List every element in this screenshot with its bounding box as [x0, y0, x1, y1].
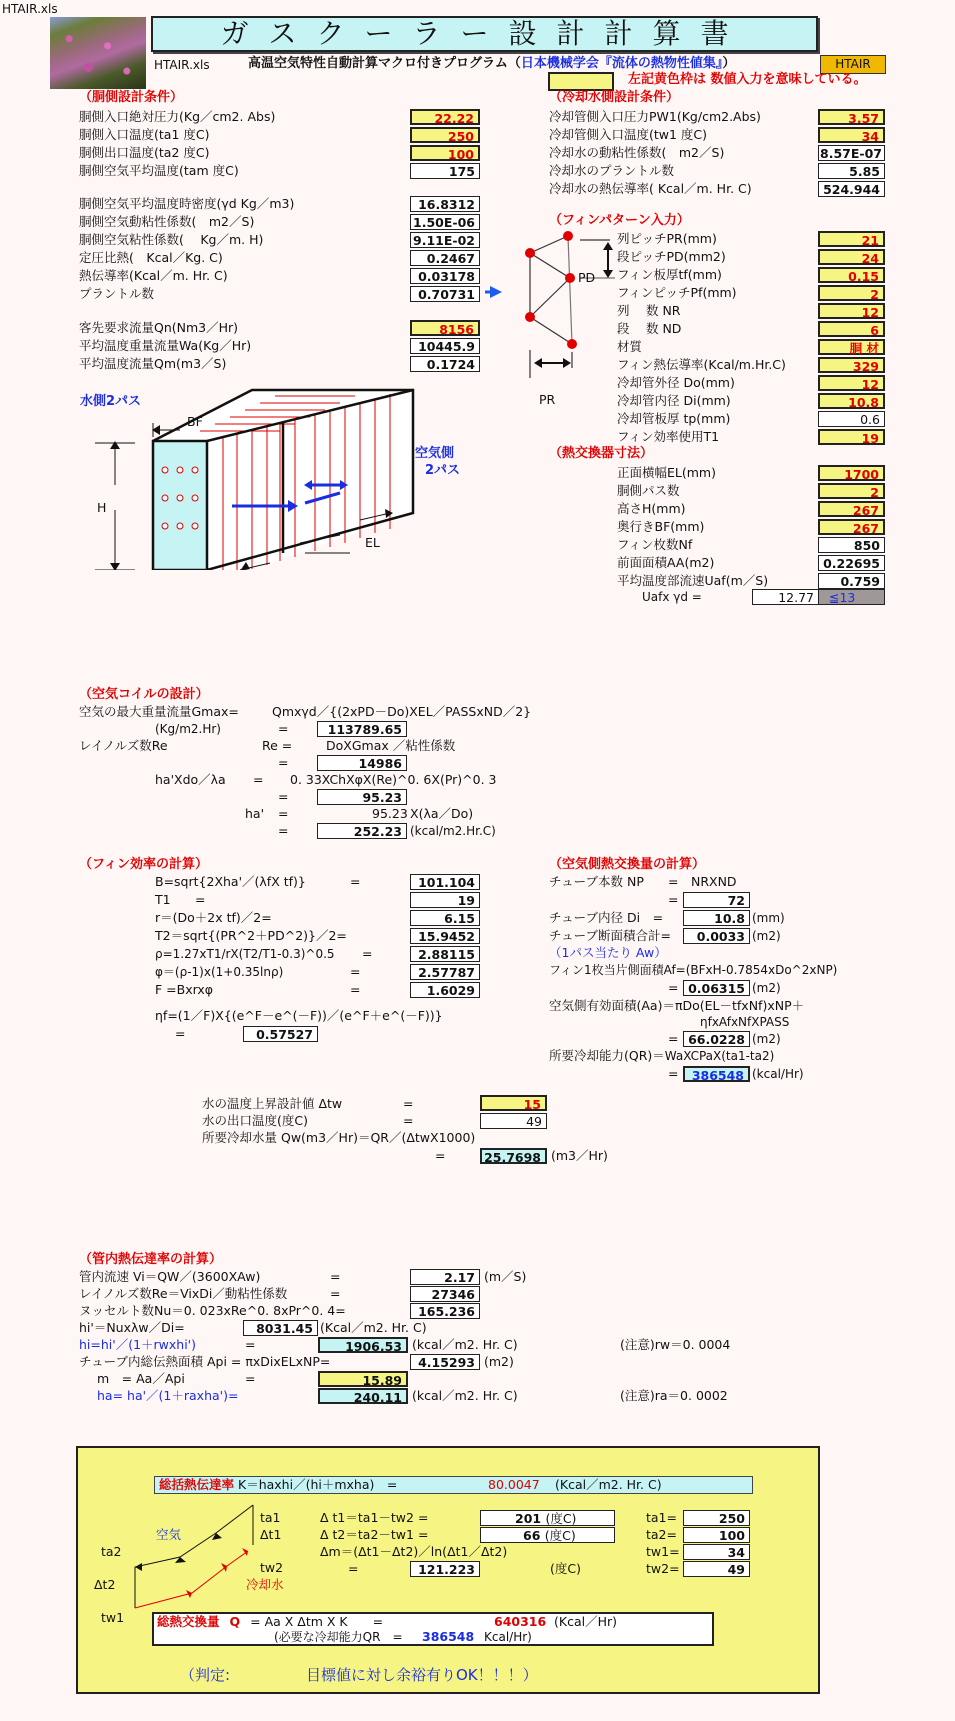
qr-value: 386548 — [683, 1066, 750, 1082]
per-pass-note: （1パス当たり Aw） — [549, 945, 667, 960]
np-value: 72 — [683, 892, 750, 908]
size-label-0: 正面横幅EL(mm) — [617, 465, 716, 480]
qr-eq: = — [668, 1066, 679, 1081]
water-label-3: 冷却水のプラントル数 — [549, 163, 675, 178]
fe-b-value: 101.104 — [410, 874, 480, 890]
vi-label: 管内流速 Vi＝QW／(3600XAw) — [79, 1269, 261, 1284]
shell-mean-temp-value: 175 — [410, 163, 480, 179]
rows-count-input[interactable]: 12 — [818, 303, 885, 319]
temp-value-tw1: 34 — [683, 1544, 750, 1560]
stages-count-input[interactable]: 6 — [818, 321, 885, 337]
af-label: フィン1枚当片側面積Af=(BFxH-0.7854xDo^2xNP) — [549, 963, 838, 977]
water-label-0: 冷却管側入口圧力PW1(Kg/cm2.Abs) — [549, 109, 761, 124]
size-label-4: フィン枚数Nf — [617, 537, 693, 552]
fin-conductivity-input[interactable]: 329 — [818, 357, 885, 373]
ha-unit: (kcal/m2.Hr.C) — [410, 824, 496, 838]
api-label: チューブ内総伝熱面積 Api = πxDixELxNP= — [79, 1354, 331, 1369]
api-value: 4.15293 — [410, 1354, 480, 1370]
nu-eq: = — [253, 772, 264, 787]
tube-ha-value: 240.11 — [318, 1388, 408, 1404]
shell-conditions-heading: （胴側設計条件） — [79, 90, 184, 105]
water-inlet-temp-input[interactable]: 34 — [818, 127, 885, 143]
fin-pitch-input[interactable]: 2 — [818, 285, 885, 301]
input-legend-swatch — [548, 72, 614, 91]
fe-label-2: r＝(Do＋2x tf)／2= — [155, 910, 272, 925]
shell-label-2: 胴側出口温度(ta2 度C) — [79, 145, 210, 160]
fin-label-5: 段 数 ND — [617, 321, 682, 336]
aa-value: 66.0228 — [683, 1031, 750, 1047]
nu-label: ha'Xdo／λa — [155, 772, 226, 787]
gmax-formula: Qmxγd／{(2xPD－Do)XEL／PASSxND／2} — [272, 704, 532, 719]
gmax-unit: (Kg/m2.Hr) — [155, 722, 221, 736]
dt2-diagram-label: Δt2 — [94, 1577, 116, 1592]
shell-label-6: 胴側空気粘性係数( Kg／m. H) — [79, 232, 264, 247]
area-unit: (m2) — [752, 929, 781, 943]
gmax-eq: = — [278, 721, 289, 736]
water-prandtl-value: 5.85 — [818, 163, 885, 179]
fin-label-10: 冷却管板厚 tp(mm) — [617, 411, 731, 426]
header-photo — [50, 17, 146, 89]
k-value: 80.0047 — [488, 1477, 540, 1492]
re-label: レイノルズ数Re — [79, 738, 168, 753]
material-input[interactable]: 胴 材 — [818, 339, 885, 355]
height-input[interactable]: 267 — [818, 501, 885, 517]
fe-eq-1: = — [195, 892, 206, 907]
fe-label-1: T1 — [155, 892, 171, 907]
tube-nu-value: 165.236 — [410, 1303, 480, 1319]
fin-thickness-input[interactable]: 0.15 — [818, 267, 885, 283]
air-pass-label-1: 空気側 — [415, 446, 455, 461]
tube-thickness-value: 0.6 — [818, 411, 885, 427]
tw2-label: tw2 — [260, 1560, 284, 1575]
temperature-profile-diagram — [120, 1500, 270, 1625]
hi-value: 1906.53 — [318, 1337, 408, 1353]
page-title: ガスクーラー設計計算書 — [151, 16, 818, 52]
np-formula: = NRXND — [668, 874, 737, 889]
q-value: 640316 — [494, 1614, 547, 1629]
water-label-1: 冷却管側入口温度(tw1 度C) — [549, 127, 708, 142]
exchanger-sketch — [80, 385, 450, 570]
dt1-diagram-label: Δt1 — [260, 1527, 282, 1542]
temp-value-tw2: 49 — [683, 1561, 750, 1577]
tube-inner-diameter-input[interactable]: 10.8 — [818, 393, 885, 409]
fin-label-3: フィンピッチPf(mm) — [617, 285, 737, 300]
fe-r-value: 6.15 — [410, 910, 480, 926]
fin-label-4: 列 数 NR — [617, 303, 681, 318]
size-label-6: 平均温度部流速Uaf(m／S) — [617, 573, 769, 588]
face-velocity-value: 0.759 — [818, 573, 885, 589]
nu-eq-2: = — [278, 789, 289, 804]
fe-t1-value: 19 — [410, 892, 480, 908]
water-kinematic-viscosity-value: 8.57E-07 — [818, 145, 885, 161]
tout-label: 水の出口温度(度C) — [202, 1113, 308, 1128]
tube-ha-label: ha= ha'／(1＋raxha')= — [97, 1388, 239, 1403]
fe-eq-5: = — [350, 964, 361, 979]
vi-value: 2.17 — [410, 1269, 480, 1285]
k-unit: (Kcal／m2. Hr. C) — [555, 1477, 662, 1492]
water-label-4: 冷却水の熱伝導率( Kcal／m. Hr. C) — [549, 181, 752, 196]
input-legend-note: 左記黄色枠は 数値入力を意味している。 — [628, 72, 867, 87]
water-outlet-temp-value: 49 — [480, 1113, 547, 1129]
dm-unit: (度C) — [550, 1561, 581, 1576]
total-heat-box — [152, 1612, 714, 1646]
hi1-label: hi'＝Nuxλw／Di= — [79, 1320, 185, 1335]
exchanger-size-heading: （熱交換器寸法） — [549, 446, 654, 461]
fin-pattern-diagram — [485, 230, 620, 400]
af-unit: (m2) — [752, 981, 781, 995]
fin-label-11: フィン効率使用T1 — [617, 429, 720, 444]
pr-label: PR — [539, 392, 556, 407]
dt2-number: 66 — [523, 1528, 541, 1543]
tube-re-value: 27346 — [410, 1286, 480, 1302]
shell-label-3: 胴側空気平均温度(tam 度C) — [79, 163, 239, 178]
size-label-1: 胴側パス数 — [617, 483, 680, 498]
qr-unit: (kcal/Hr) — [752, 1067, 804, 1081]
shell-viscosity-value: 9.11E-02 — [410, 232, 480, 248]
water-flow-value: 25.7698 — [480, 1148, 547, 1164]
hi-label: hi=hi'／(1＋rwxhi') — [79, 1337, 196, 1352]
dt1-number: 201 — [515, 1511, 542, 1526]
tube-ha-unit: (kcal／m2. Hr. C) — [412, 1388, 518, 1403]
api-unit: (m2) — [484, 1354, 514, 1369]
fin-pattern-heading: （フィンパターン入力） — [549, 213, 690, 228]
dt2-value — [480, 1527, 615, 1543]
aa-label: 空気側有効面積(Aa)＝πDo(EL－tfxNf)xNP＋ — [549, 998, 805, 1013]
hi-eq: = — [245, 1337, 256, 1352]
m-eq: = — [245, 1371, 256, 1386]
di-label: チューブ内径 Di = — [549, 910, 664, 925]
tube-outer-diameter-input[interactable]: 12 — [818, 375, 885, 391]
temp-label-1: ta2= — [646, 1527, 677, 1542]
front-area-value: 0.22695 — [818, 555, 885, 571]
uaf-label: Uafx γd = — [642, 590, 702, 604]
dm-value: 121.223 — [410, 1561, 480, 1577]
shell-prandtl-value: 0.70731 — [410, 286, 480, 302]
ha-eq-2: = — [278, 823, 289, 838]
qw-label: 所要冷却水量 Qw(m3／Hr)＝QR／(ΔtwX1000) — [202, 1130, 476, 1145]
verdict-prefix: （判定: — [180, 1666, 231, 1684]
shell-label-11: 平均温度重量流量Wa(Kg／Hr) — [79, 338, 252, 353]
fin-label-9: 冷却管内径 Di(mm) — [617, 393, 731, 408]
shell-specific-heat-value: 0.2467 — [410, 250, 480, 266]
dt1-label: Δ t1＝ta1－tw2 = — [320, 1510, 429, 1525]
temp-value-ta1: 250 — [683, 1510, 750, 1526]
aa-unit: (m2) — [752, 1032, 781, 1046]
h-label: H — [97, 500, 107, 515]
fe-f-value: 1.6029 — [410, 982, 480, 998]
tube-re-eq: = — [330, 1286, 341, 1301]
air-coil-heading: （空気コイルの設計） — [79, 687, 209, 702]
el-label: EL — [365, 535, 380, 550]
fe-rho-value: 2.88115 — [410, 946, 480, 962]
area-label: チューブ断面積合計= — [549, 928, 671, 943]
ha-value: 252.23 — [317, 823, 407, 839]
hi1-unit: (Kcal／m2. Hr. C) — [320, 1320, 427, 1335]
qr-compare-label: (必要な冷却能力QR = — [274, 1630, 403, 1644]
overall-k-bar — [154, 1476, 753, 1494]
shell-inlet-pressure-input[interactable]: 22.22 — [410, 109, 480, 125]
fe-eq-4: = — [362, 946, 373, 961]
di-unit: (mm) — [752, 911, 785, 925]
eta-eq: = — [175, 1026, 186, 1041]
fe-label-4: ρ=1.27xT1/rX(T2/T1-0.3)^0.5 — [155, 947, 335, 961]
tube-nu-label: ヌッセルト数Nu＝0. 023xRe^0. 8xPr^0. 4= — [79, 1303, 346, 1318]
size-label-3: 奥行きBF(mm) — [617, 519, 705, 534]
fin-label-0: 列ピッチPR(mm) — [617, 231, 717, 246]
water-conductivity-value: 524.944 — [818, 181, 885, 197]
ha-eq: = — [278, 806, 289, 821]
eta-formula: ηf=(1／F)X{(e^F－e^(－F))／(e^F＋e^(－F))} — [155, 1008, 443, 1023]
shell-label-1: 胴側入口温度(ta1 度C) — [79, 127, 210, 142]
water-conditions-heading: （冷却水側設計条件） — [549, 90, 680, 105]
dt1-unit: (度C) — [545, 1511, 577, 1526]
dtw-label: 水の温度上昇設計値 Δtw — [202, 1096, 343, 1111]
fin-label-2: フィン板厚tf(mm) — [617, 267, 722, 282]
m-value: 15.89 — [318, 1371, 408, 1387]
ha-formula-value: 95.23 — [372, 806, 408, 821]
dm-label: Δm＝(Δt1－Δt2)／ln(Δt1／Δt2) — [320, 1544, 508, 1559]
fin-label-6: 材質 — [617, 339, 643, 354]
ra-note: (注意)ra＝0. 0002 — [620, 1388, 728, 1403]
qr-compare-value: 386548 — [422, 1629, 475, 1644]
re-value: 14986 — [317, 755, 407, 771]
water-label-2: 冷却水の動粘性係数( m2／S) — [549, 145, 725, 160]
aa-eq: = — [668, 1031, 679, 1046]
shell-inlet-temp-input[interactable]: 250 — [410, 127, 480, 143]
tube-heat-heading: （管内熱伝達率の計算） — [79, 1252, 223, 1267]
shell-density-value: 16.8312 — [410, 196, 480, 212]
qr-label — [549, 1048, 774, 1064]
q-unit: (Kcal／Hr) — [554, 1614, 617, 1629]
air-pass-label-2: 2パス — [425, 463, 461, 478]
fin-efficiency-t1-input[interactable]: 19 — [818, 429, 885, 445]
ha-formula-rest: X(λa／Do) — [410, 806, 474, 821]
water-inlet-pressure-input[interactable]: 3.57 — [818, 109, 885, 125]
nu-formula: 0. 33XChXφX(Re)^0. 6X(Pr)^0. 3 — [290, 772, 497, 787]
shell-label-8: 熱伝導率(Kcal／m. Hr. C) — [79, 268, 228, 283]
air-side-heading: （空気側熱交換量の計算） — [549, 857, 706, 872]
re-eq-label: Re = — [262, 738, 293, 753]
af-eq: = — [668, 980, 679, 995]
fe-t2-value: 15.9452 — [410, 928, 480, 944]
fe-label-0: B=sqrt{2Xha'／(λfX tf)} — [155, 874, 306, 889]
total-heat-row — [157, 1614, 383, 1630]
fin-efficiency-heading: （フィン効率の計算） — [79, 857, 208, 872]
ta1-label: ta1 — [260, 1510, 281, 1525]
fin-label-8: 冷却管外径 Do(mm) — [617, 375, 735, 390]
water-label: 冷却水 — [246, 1577, 284, 1592]
dt2-unit: (度C) — [544, 1528, 576, 1543]
vi-unit: (m／S) — [484, 1269, 527, 1284]
hi-unit: (kcal／m2. Hr. C) — [412, 1337, 518, 1352]
shell-label-5: 胴側空気動粘性係数( m2／S) — [79, 214, 255, 229]
temp-value-ta2: 100 — [683, 1527, 750, 1543]
shell-conductivity-value: 0.03178 — [410, 268, 480, 284]
water-temp-rise-input[interactable]: 15 — [480, 1095, 547, 1111]
shell-label-10: 客先要求流量Qn(Nm3／Hr) — [79, 320, 239, 335]
dt2-label: Δ t2＝ta2－tw1 = — [320, 1527, 429, 1542]
temp-label-3: tw2= — [646, 1561, 680, 1576]
volume-flow-value: 0.1724 — [410, 356, 480, 372]
verdict-text: 目標値に対し余裕有りOK！！！） — [306, 1666, 538, 1684]
shell-outlet-temp-input[interactable]: 100 — [410, 145, 480, 161]
di-value: 10.8 — [683, 910, 750, 926]
area-value: 0.0033 — [683, 928, 750, 944]
qw-unit: (m3／Hr) — [551, 1148, 608, 1163]
required-flow-input[interactable]: 8156 — [410, 320, 480, 336]
qr-compare-unit: Kcal/Hr) — [484, 1630, 532, 1644]
qr-label-text: 所要冷却能力(QR)＝ — [549, 1048, 665, 1063]
tout-eq: = — [403, 1113, 414, 1128]
re-formula: DoXGmax ／粘性係数 — [326, 738, 456, 753]
q-label: 総熱交換量 — [157, 1614, 220, 1629]
mass-flow-value: 10445.9 — [410, 338, 480, 354]
fe-eq-6: = — [350, 982, 361, 997]
dt1-value — [480, 1510, 615, 1526]
q-formula: = Aa X Δtm X K = — [250, 1614, 384, 1629]
qw-eq: = — [435, 1148, 446, 1163]
rw-note: (注意)rw＝0. 0004 — [620, 1337, 731, 1352]
hi1-value: 8031.45 — [243, 1320, 318, 1336]
shell-label-12: 平均温度流量Qm(m3／S) — [79, 356, 227, 371]
tube-re-label: レイノルズ数Re＝VixDi／動粘性係数 — [79, 1286, 288, 1301]
shell-label-9: プラントル数 — [79, 286, 155, 301]
q-symbol: Q — [229, 1614, 241, 1629]
shell-label-7: 定圧比熱( Kcal／Kg. C) — [79, 250, 223, 265]
shell-passes-input[interactable]: 2 — [818, 483, 885, 499]
subtitle — [248, 56, 735, 72]
fin-label-7: フィン熱伝導率(Kcal/m.Hr.C) — [617, 357, 786, 372]
water-pass-label: 水側2パス — [80, 394, 142, 409]
shell-label-4: 胴側空気平均温度時密度(γd Kg／m3) — [79, 196, 295, 211]
fe-label-5: φ＝(ρ-1)x(1+0.35lnρ) — [155, 965, 284, 979]
tw1-label: tw1 — [101, 1610, 125, 1625]
shell-kinematic-viscosity-value: 1.50E-06 — [410, 214, 480, 230]
uaf-limit: ≦13 — [818, 589, 885, 605]
stage-pitch-input[interactable]: 24 — [818, 249, 885, 265]
subtitle-suffix: ） — [722, 56, 736, 71]
ha-label: ha' — [245, 806, 265, 821]
dm-eq: = — [348, 1561, 359, 1576]
qr-formula: WaXCPaX(ta1-ta2) — [664, 1049, 775, 1063]
temp-label-0: ta1= — [646, 1510, 677, 1525]
fe-phi-value: 2.57787 — [410, 964, 480, 980]
gmax-value: 113789.65 — [317, 721, 407, 737]
ta2-label: ta2 — [101, 1544, 122, 1559]
af-value: 0.06315 — [683, 980, 750, 996]
dtw-eq: = — [403, 1096, 414, 1111]
pd-label: PD — [578, 270, 596, 285]
file-label: HTAIR.xls — [154, 58, 210, 72]
m-label: m = Aa／Api — [97, 1371, 185, 1386]
air-label: 空気 — [156, 1527, 182, 1542]
fe-label-3: T2＝sqrt{(PR^2＋PD^2)}／2= — [155, 928, 347, 943]
fin-label-1: 段ピッチPD(mm2) — [617, 249, 726, 264]
gmax-label: 空気の最大重量流量Gmax= — [79, 704, 239, 719]
depth-input[interactable]: 267 — [818, 519, 885, 535]
vi-eq: = — [330, 1269, 341, 1284]
np-eq: = — [668, 892, 679, 907]
k-label: 総括熱伝達率 — [159, 1477, 235, 1492]
k-formula: K＝haxhi／(hi＋mxha) = — [238, 1477, 398, 1492]
fin-count-value: 850 — [818, 537, 885, 553]
bf-label: BF — [187, 414, 203, 429]
np-label: チューブ本数 NP — [549, 874, 644, 889]
front-width-input[interactable]: 1700 — [818, 465, 885, 481]
fin-efficiency-value: 0.57527 — [243, 1026, 318, 1042]
subtitle-prefix: 高温空気特性自動計算マクロ付きプログラム（ — [248, 56, 521, 71]
htair-badge[interactable]: HTAIR — [820, 55, 886, 74]
re-eq: = — [278, 755, 289, 770]
fe-eq-0: = — [350, 874, 361, 889]
window-title: HTAIR.xls — [2, 2, 58, 16]
size-label-5: 前面面積AA(m2) — [617, 555, 715, 570]
shell-label-0: 胴側入口絶対圧力(Kg／cm2. Abs) — [79, 109, 276, 124]
nu-value: 95.23 — [317, 789, 407, 805]
uaf-value: 12.77 — [752, 589, 819, 605]
temp-label-2: tw1= — [646, 1544, 680, 1559]
aa-label-2: ηfxAfxNfXPASS — [700, 1015, 790, 1029]
size-label-2: 高さH(mm) — [617, 501, 686, 516]
subtitle-source: 日本機械学会『流体の熱物性値集』 — [520, 56, 723, 71]
row-pitch-input[interactable]: 21 — [818, 231, 885, 247]
fe-label-6: F =Bxrxφ — [155, 982, 214, 997]
